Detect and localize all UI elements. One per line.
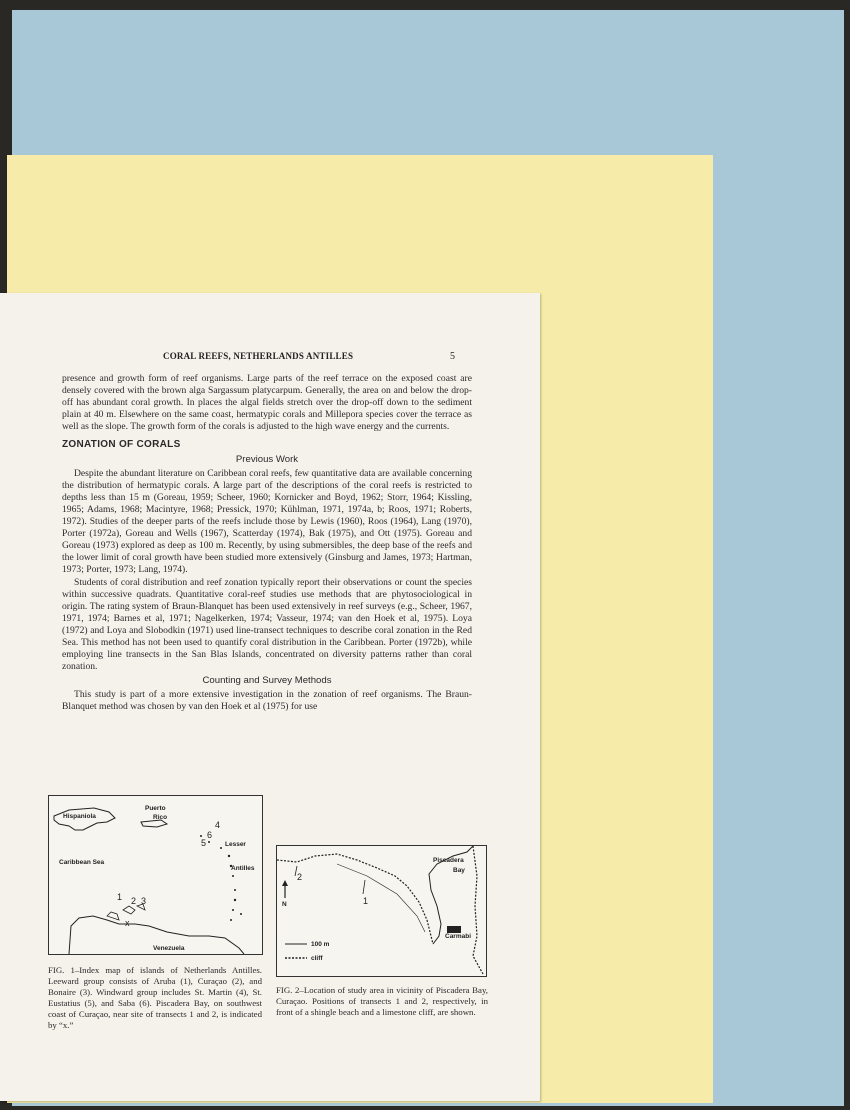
intro-paragraph: presence and growth form of reef organisms. Large parts of the reef terrace on the exposed coast are densely covered with the brown alga Sargassum platycarpum. Generally, the area on and below the drop-off has abundant coral growth. In places the algal fields stretch over the drop-off down to the sediment plain at 40 m. Elsewhere on the same coast, hermatypic corals and Millepora species cover the terrace as well as the slope. The growth form of the corals is adjusted to the high wave energy and the currents.	[62, 373, 472, 433]
transect-1-marker	[363, 880, 365, 894]
piscadera-map	[277, 846, 486, 976]
printed-page	[0, 293, 540, 1101]
caribbean-map	[49, 796, 262, 954]
map-label-puerto: Puerto	[145, 805, 166, 812]
map-number-2: 2	[131, 896, 137, 906]
paragraph-2: Students of coral distribution and reef zonation typically report their observations or count the species within successive quadrats. Quantitative coral-reef studies use methods that are phytosociological in origin. The rating system of Braun-Blanquet has been used extensively in reef surveys (e.g., Scheer, 1967, 1971, 1974; Barnes et al, 1971; Nagelkerken, 1974; Vasseur, 1974; van den Hoek et al, 1975). Loya (1972) and Loya and Slobodkin (1971) used line-transect techniques to describe coral zonation in the Red Sea. This method has not been used to quantify coral distribution in the Caribbean. Porter (1972b), while employing line transects in the San Blas Islands, concentrated on diversity patterns rather than coral zonation.	[62, 576, 472, 673]
map-transect-2: 2	[297, 872, 303, 882]
paragraph-1: Despite the abundant literature on Caribbean coral reefs, few quantitative data are available concerning the distribution of hermatypic corals. A large part of the descriptions of the coral reefs is restricted to depths less than 15 m (Goreau, 1959; Scheer, 1960; Kornicker and Boyd, 1962; Storr, 1964; Kissling, 1965; Adams, 1968; Macintyre, 1968; Pressick, 1970; Kühlman, 1971, 1974a, b; Roos, 1971; Roberts, 1972). Studies of the deeper parts of the reefs include those by Lewis (1960), Roos (1964), Lang (1970), Porter (1972a), Goreau and Wells (1967), Scatterday (1974), Bak (1975), and Ott (1975). Goreau and Goreau (1973) explored as deep as 100 m. Recently, by using submersibles, the deep base of the reefs and the lower limit of coral growth have been studied more extensively (Ginsburg and James, 1973; Hartman, 1973; Porter, 1973; Lang, 1974).	[62, 467, 472, 576]
map-number-3: 3	[141, 896, 147, 906]
map-transect-1: 1	[363, 896, 369, 906]
map-label-carmabi: Carmabi	[445, 933, 472, 940]
east-cliff-coast	[473, 846, 483, 974]
map-label-antilles: Antilles	[231, 865, 255, 872]
map-number-5: 5	[201, 838, 207, 848]
map-label-hispaniola: Hispaniola	[63, 813, 96, 820]
map-label-caribbean-sea: Caribbean Sea	[59, 859, 105, 866]
subheading-previous-work: Previous Work	[235, 453, 299, 465]
cliff-coastline	[277, 854, 433, 944]
carmabi-building	[447, 926, 461, 933]
paragraph-3: This study is part of a more extensive investigation in the zonation of reef organisms. The Braun-Blanquet method was chosen by van den Hoek et al (1975) for use	[62, 689, 472, 713]
body-text	[62, 373, 472, 714]
map-label-rico: Rico	[153, 814, 168, 821]
header-title: CORAL REEFS, NETHERLANDS ANTILLES	[163, 351, 354, 361]
map-number-1: 1	[117, 892, 123, 902]
map-label-bay: Bay	[453, 867, 465, 874]
map-label-cliff: cliff	[311, 955, 323, 962]
transect-line	[337, 864, 425, 932]
map-number-4: 4	[215, 820, 221, 830]
curacao-shape	[123, 906, 135, 914]
puerto-rico-shape	[141, 820, 167, 827]
map-label-scale: 100 m	[311, 941, 330, 948]
subheading-methods: Counting and Survey Methods	[202, 675, 332, 687]
section-heading: ZONATION OF CORALS	[62, 439, 181, 451]
map-label-venezuela: Venezuela	[153, 945, 185, 952]
map-marker-x: x	[125, 918, 130, 928]
map-number-6: 6	[207, 830, 213, 840]
map-label-north: N	[282, 901, 287, 908]
map-label-piscadera: Piscadera	[433, 857, 464, 864]
aruba-shape	[107, 912, 119, 920]
figure-2-map	[276, 845, 487, 977]
map-label-lesser: Lesser	[225, 841, 246, 848]
north-arrow-icon	[282, 880, 288, 898]
figure-2-caption: FIG. 2–Location of study area in vicinity of Piscadera Bay, Curaçao. Positions of transects 1 and 2, respectively, in front of a shingle beach and a limestone cliff, are shown.	[276, 985, 488, 1017]
figure-1-caption: FIG. 1–Index map of islands of Netherlands Antilles. Leeward group consists of Aruba (1), Curaçao (2), and Bonaire (3). Windward group includes St. Martin (4), St. Eustatius (5), and Saba (6). Piscadera Bay, on southwest coast of Curaçao, near site of transects 1 and 2, is indicated by “x.”	[48, 965, 262, 1030]
header-page-number: 5	[450, 351, 456, 362]
figure-1-map	[48, 795, 263, 955]
